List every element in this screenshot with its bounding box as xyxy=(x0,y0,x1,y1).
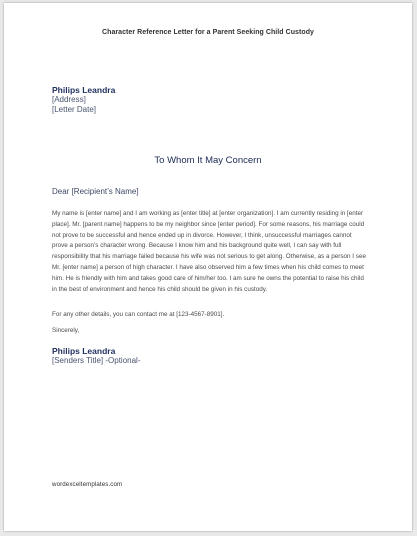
signer-name: Philips Leandra xyxy=(52,346,116,356)
signer-title: [Senders Title] -Optional- xyxy=(52,356,141,365)
sender-name: Philips Leandra xyxy=(52,85,116,95)
closing: Sincerely, xyxy=(52,327,80,334)
contact-paragraph: For any other details, you can contact me at [123-4567-8901]. xyxy=(52,311,225,318)
sender-block xyxy=(52,85,115,115)
sender-address: [Address] xyxy=(52,95,86,104)
letter-date: [Letter Date] xyxy=(52,105,97,114)
letter-heading: To Whom It May Concern xyxy=(154,155,262,166)
document-page xyxy=(4,3,412,531)
footer-watermark: wordexceltemplates.com xyxy=(52,481,123,488)
document-title: Character Reference Letter for a Parent Seeking Child Custody xyxy=(102,29,314,36)
signature-block xyxy=(52,346,140,366)
body-paragraph: My name is [enter name] and I am working as [enter title] at [enter organization]. I am currently residing in [enter place]. Mr. [parent name] happens to be my neighbor since [enter period]. For some reasons, his marriage could not prove to be successful and hence ended up in divorce. However, I think, unsuccessful marriages cannot prove a person’s character wrong. Because I know him and his background quite well, I can say with full responsibility that his marriage failed because his wife was not serious to get along. Otherwise, as a person I see Mr. [enter name] a person of high character. I have also observed him a few times when his child comes to meet him. He is friendly with him and takes good care of him/her too. I am sure he owns the potential to raise his child in the best of environment and hence his child should be given in his custody. xyxy=(52,210,366,293)
salutation: Dear [Recipient’s Name] xyxy=(52,187,139,196)
